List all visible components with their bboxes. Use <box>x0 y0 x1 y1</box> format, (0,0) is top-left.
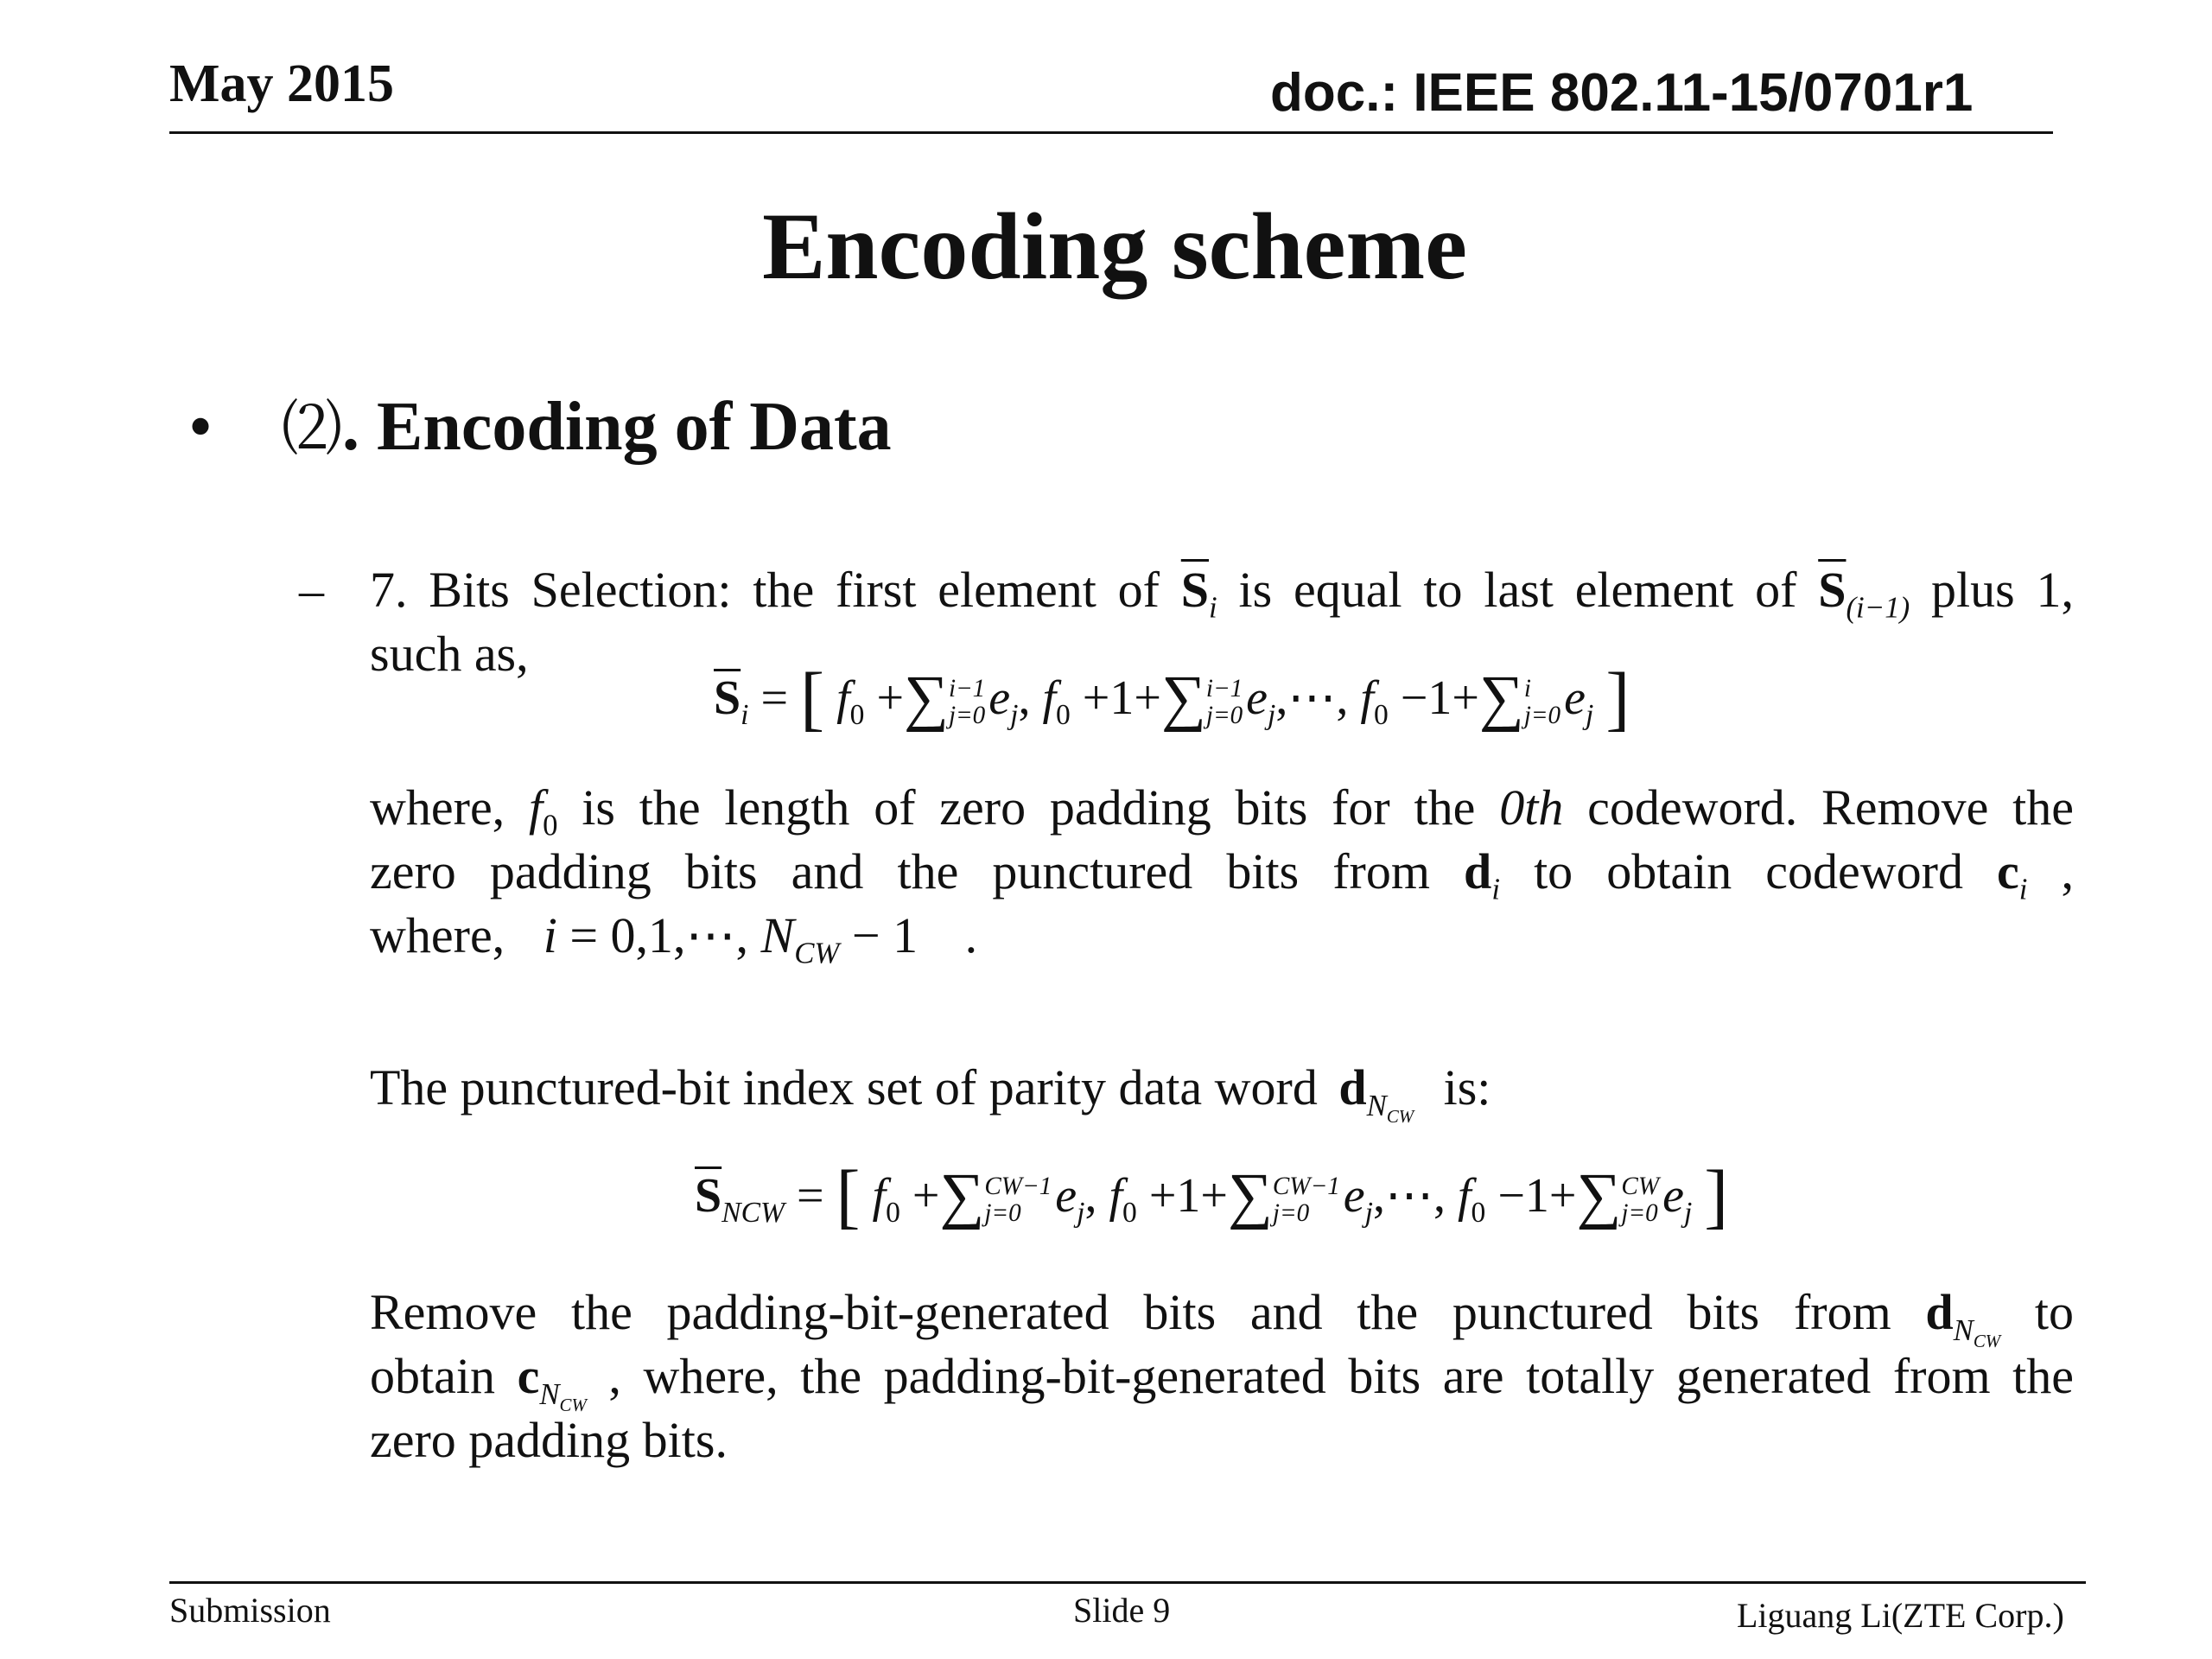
footer-submission: Submission <box>169 1591 331 1630</box>
math-S-im1: $\overline{S}_{(i-1)}$ <box>1818 562 1910 625</box>
header-date: May 2015 <box>169 54 395 113</box>
item-line-1 <box>370 558 2075 625</box>
where-line-1: where, $f_0$ is the length of zero padding bits for the 0th codeword. Remove the <box>370 779 2075 842</box>
header-rule <box>169 131 2053 134</box>
item-line-2: such as, <box>370 626 529 682</box>
slide-title: Encoding scheme <box>762 194 1467 299</box>
bullet-heading-text: . Encoding of Data <box>342 389 892 465</box>
footer-rule <box>169 1581 2086 1584</box>
bullet-marker: • <box>188 389 213 465</box>
header-doc-id: doc.: IEEE 802.11-15/0701r1 <box>1270 63 1974 123</box>
punctured-line: The punctured-bit index set of parity data word $d_{N_{CW}}$ is: <box>370 1059 1491 1127</box>
item-dash: – <box>299 562 324 618</box>
line1-text-b: is equal to last element of <box>1238 562 1797 618</box>
footer-author: Liguang Li(ZTE Corp.) <box>1737 1596 2064 1635</box>
bullet-heading <box>188 380 892 467</box>
math-S-i: $\overline{S}_i$ <box>1180 562 1217 625</box>
where-line-3: where, i = 0,1,⋯, $N_{CW} - 1$ . <box>370 907 978 970</box>
line1-text-a: 7. Bits Selection: the first element of <box>370 562 1160 618</box>
footer-slide-number: Slide 9 <box>1073 1591 1171 1630</box>
bullet-number: ⑵ <box>282 393 343 464</box>
line1-text-c: plus 1, <box>1931 562 2075 618</box>
equation-1: $\overline{S}_i$ = [ $f_0$ +∑ i−1 j=0 $e_j$, $f_0 +1+\sum$ i−1 j=0 $e_j,\cdots$, $f_0 -1+\sum$ i j=0 $e_j$ ] <box>714 658 1630 739</box>
remove-line-1: Remove the padding-bit-generated bits and the punctured bits from $d_{N_{CW}}$ to <box>370 1284 2075 1351</box>
remove-line-2: obtain $c_{N_{CW}}$ , where, the padding-bit-generated bits are totally generated from the <box>370 1348 2075 1415</box>
equation-2: $\overline{S}_{NCW}$ = [ $f_0$ +∑ CW−1 j=0 $e_j$, $f_0 +1+\sum$ CW−1 j=0 $e_j,\cdots$, $f_0 -1+\sum$ CW j=0 $e_j$ ] <box>695 1156 1729 1236</box>
remove-line-3: zero padding bits. <box>370 1412 728 1468</box>
where-line-2: zero padding bits and the punctured bits from $d_i$ to obtain codeword $c_i$ , <box>370 843 2075 906</box>
